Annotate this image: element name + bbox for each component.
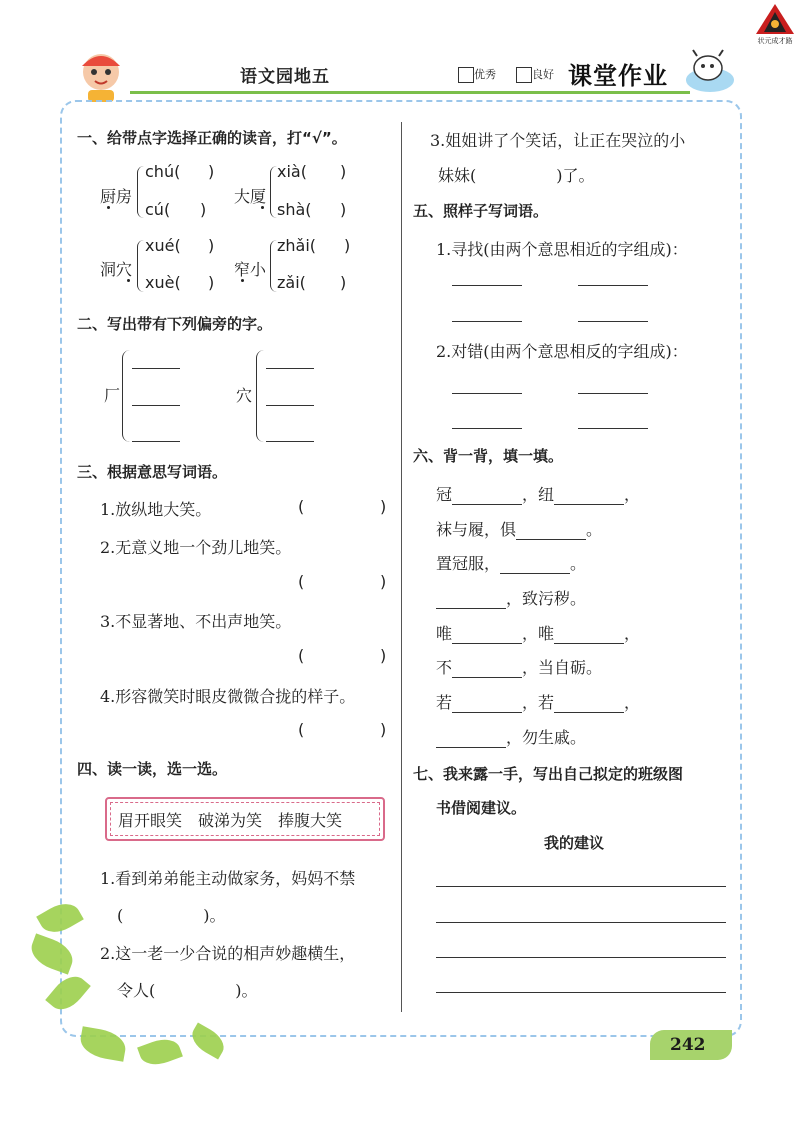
writing-line[interactable] — [436, 886, 726, 887]
rating-excellent[interactable]: 优秀 — [458, 66, 496, 83]
word-dasha: 大厦 — [234, 187, 267, 206]
emphasis-dot — [241, 279, 244, 282]
rating-good[interactable]: 良好 — [516, 66, 554, 83]
fill-blank[interactable] — [554, 696, 624, 713]
bracket-open[interactable]: ( — [298, 497, 305, 516]
fill-blank[interactable] — [452, 661, 522, 678]
answer-bracket-4-1[interactable]: ( )。 — [117, 906, 226, 925]
question-4-1: 1.看到弟弟能主动做家务，妈妈不禁 — [100, 869, 356, 888]
answer-bracket[interactable]: ) — [208, 162, 215, 181]
bracket-open[interactable]: ( — [298, 646, 305, 665]
section-2-title: 二、写出带有下列偏旁的字。 — [77, 315, 273, 333]
brace — [137, 166, 144, 218]
question-4-3: 3.姐姐讲了个笑话，让正在哭泣的小 — [430, 131, 686, 150]
rating-checkbox-excellent[interactable] — [458, 67, 474, 83]
question-4-2: 2.这一老一少合说的相声妙趣横生， — [100, 944, 356, 963]
section-6-title: 六、背一背，填一填。 — [413, 447, 564, 465]
pinyin-option: xià( — [277, 162, 307, 181]
question-5-1: 1.寻找(由两个意思相近的字组成)： — [436, 240, 688, 259]
answer-line[interactable] — [132, 405, 180, 406]
brace — [122, 350, 133, 442]
suggestion-heading: 我的建议 — [544, 834, 605, 852]
bracket-close[interactable]: ) — [380, 572, 387, 591]
brace — [270, 166, 277, 218]
brace — [256, 350, 267, 442]
emphasis-dot — [261, 206, 264, 209]
answer-line[interactable] — [452, 321, 522, 322]
word-zhaixiao: 窄小 — [234, 260, 267, 279]
page-title: 语文园地五 — [240, 67, 330, 87]
pinyin-option: cú( — [145, 200, 171, 219]
recite-line-1: 冠 ，纽 ， — [436, 485, 641, 504]
answer-line[interactable] — [578, 428, 648, 429]
pinyin-option: shà( — [277, 200, 312, 219]
answer-line[interactable] — [578, 393, 648, 394]
section-7-title-line1: 七、我来露一手，写出自己拟定的班级图 — [413, 765, 684, 783]
recite-line-4: ，致污秽。 — [436, 586, 586, 609]
leaf-decoration — [137, 1034, 183, 1070]
bracket-close[interactable]: ) — [380, 497, 387, 516]
writing-line[interactable] — [436, 957, 726, 958]
bracket-open[interactable]: ( — [298, 720, 305, 739]
recite-line-6: 不 ，当自砺。 — [436, 658, 603, 677]
answer-line[interactable] — [266, 405, 314, 406]
bracket-close[interactable]: ) — [380, 646, 387, 665]
writing-line[interactable] — [436, 992, 726, 993]
fill-blank[interactable] — [500, 557, 570, 574]
bracket-open[interactable]: ( — [298, 572, 305, 591]
answer-line[interactable] — [578, 321, 648, 322]
answer-bracket[interactable]: ) — [340, 200, 347, 219]
recite-line-2: 袜与履，俱 。 — [436, 520, 603, 539]
answer-bracket-4-3[interactable]: 妹妹( )了。 — [438, 166, 595, 185]
question-3-1: 1.放纵地大笑。 — [100, 500, 212, 519]
answer-line[interactable] — [452, 285, 522, 286]
radical-chang: 厂 — [104, 386, 121, 405]
pinyin-option: zhǎi( — [277, 236, 317, 255]
fill-blank[interactable] — [452, 488, 522, 505]
word-choices: 眉开眼笑 破涕为笑 捧腹大笑 — [118, 811, 343, 830]
section-4-title: 四、读一读，选一选。 — [77, 760, 228, 778]
answer-line[interactable] — [578, 285, 648, 286]
emphasis-dot — [107, 206, 110, 209]
answer-line[interactable] — [452, 428, 522, 429]
fill-blank[interactable] — [554, 627, 624, 644]
fill-blank[interactable] — [436, 592, 506, 609]
answer-line[interactable] — [266, 441, 314, 442]
answer-line[interactable] — [132, 368, 180, 369]
answer-line[interactable] — [132, 441, 180, 442]
answer-bracket[interactable]: ) — [340, 162, 347, 181]
mascot-illustration — [70, 44, 132, 104]
pinyin-option: xuè( — [145, 273, 181, 292]
page-number: 242 — [670, 1035, 706, 1055]
recite-line-3: 置冠服， 。 — [436, 554, 587, 573]
recite-line-7: 若 ，若 ， — [436, 693, 641, 712]
question-3-4: 4.形容微笑时眼皮微微合拢的样子。 — [100, 687, 356, 706]
answer-bracket[interactable]: ) — [344, 236, 351, 255]
corner-logo: 状元成才路 — [752, 2, 798, 48]
word-chufang: 厨房 — [100, 187, 133, 206]
bracket-close[interactable]: ) — [380, 720, 387, 739]
answer-bracket[interactable]: ) — [208, 273, 215, 292]
answer-line[interactable] — [266, 368, 314, 369]
writing-line[interactable] — [436, 922, 726, 923]
fill-blank[interactable] — [452, 696, 522, 713]
answer-line[interactable] — [452, 393, 522, 394]
pinyin-option: xué( — [145, 236, 181, 255]
word-dongxue: 洞穴 — [100, 260, 133, 279]
answer-bracket[interactable]: ) — [340, 273, 347, 292]
fill-blank[interactable] — [452, 627, 522, 644]
rating-checkbox-good[interactable] — [516, 67, 532, 83]
answer-bracket[interactable]: ) — [200, 200, 207, 219]
fill-blank[interactable] — [436, 731, 506, 748]
emphasis-dot — [127, 279, 130, 282]
answer-bracket[interactable]: ) — [208, 236, 215, 255]
section-7-title-line2: 书借阅建议。 — [436, 799, 527, 817]
pinyin-option: zǎi( — [277, 273, 306, 292]
header-divider — [130, 91, 690, 94]
question-5-2: 2.对错(由两个意思相反的字组成)： — [436, 342, 688, 361]
recite-line-5: 唯 ，唯 ， — [436, 624, 641, 643]
section-3-title: 三、根据意思写词语。 — [77, 463, 228, 481]
fill-blank[interactable] — [516, 523, 586, 540]
recite-line-8: ，勿生戚。 — [436, 725, 586, 748]
fill-blank[interactable] — [554, 488, 624, 505]
pinyin-option: chú( — [145, 162, 181, 181]
brace — [270, 240, 277, 292]
question-3-2: 2.无意义地一个劲儿地笑。 — [100, 538, 292, 557]
brand-title: 课堂作业 — [568, 62, 668, 90]
section-1-title: 一、给带点字选择正确的读音，打“√”。 — [77, 129, 347, 147]
section-5-title: 五、照样子写词语。 — [413, 202, 549, 220]
answer-bracket-4-2[interactable]: 令人( )。 — [117, 981, 258, 1000]
radical-xue: 穴 — [236, 386, 253, 405]
brace — [137, 240, 144, 292]
column-divider — [401, 122, 402, 1012]
question-3-3: 3.不显著地、不出声地笑。 — [100, 612, 292, 631]
